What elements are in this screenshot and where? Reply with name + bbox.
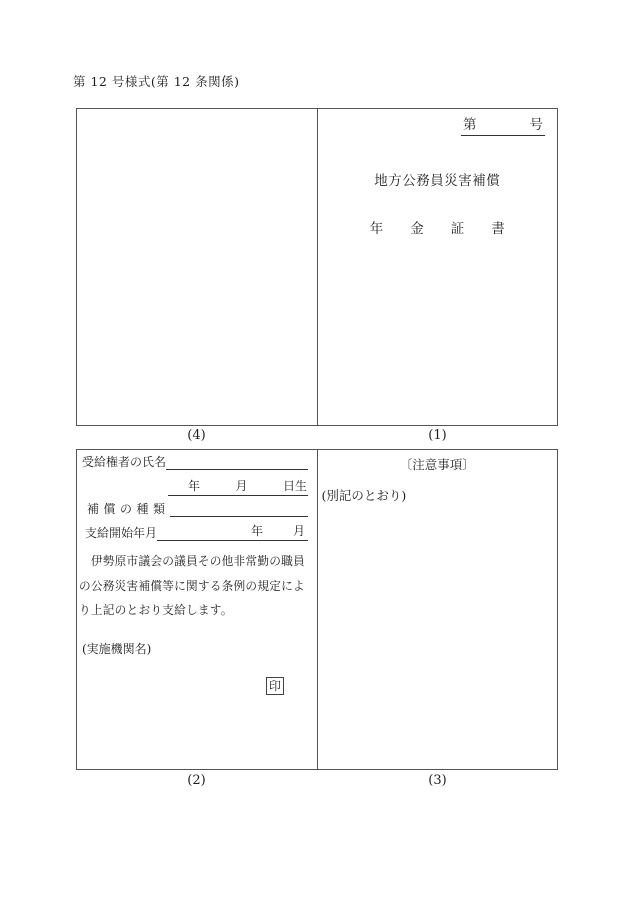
panel-4-caption: (4)	[187, 428, 206, 443]
panel-2-caption: (2)	[187, 773, 206, 788]
grant-statement-line: り上記のとおり支給します。	[79, 603, 233, 617]
org-line: 地方公務員災害補償	[374, 173, 501, 189]
panel-3-caption: (3)	[428, 773, 447, 788]
birth-month-label: 月	[235, 479, 248, 493]
panel-4-cell	[77, 109, 317, 425]
recipient-name-blank	[166, 455, 308, 470]
grant-statement	[79, 549, 315, 623]
panel-1-caption: (1)	[428, 428, 447, 443]
seal-stamp-placeholder: 印	[266, 677, 284, 695]
lower-table	[76, 449, 558, 770]
panel-3-cell	[317, 450, 558, 769]
panel-2-cell	[77, 450, 317, 769]
lower-caption-row	[76, 773, 558, 788]
upper-caption-row	[76, 428, 558, 443]
compensation-type-blank	[170, 502, 308, 517]
payment-start-label: 支給開始年月	[85, 526, 158, 540]
certificate-number-line	[461, 113, 545, 136]
recipient-name-row	[82, 453, 308, 470]
grant-statement-line: の公務災害補償等に関する条例の規定によ	[79, 578, 305, 593]
notes-body: (別記のとおり)	[321, 488, 407, 503]
compensation-type-row	[87, 500, 308, 517]
certificate-title: 年 金 証 書	[369, 221, 505, 237]
birth-date-row	[168, 477, 308, 496]
payment-start-blank	[157, 525, 308, 541]
payment-start-year-label: 年	[250, 524, 263, 538]
form-number-heading: 第 12 号様式(第 12 条関係)	[73, 74, 240, 89]
payment-start-month-label: 月	[292, 524, 305, 538]
agency-name-label: (実施機関名)	[82, 642, 152, 656]
birth-year-label: 年	[188, 479, 201, 493]
upper-table	[76, 108, 558, 426]
certificate-number-suffix: 号	[529, 117, 543, 133]
birth-day-label: 日生	[282, 479, 307, 493]
payment-start-row	[85, 524, 308, 541]
grant-statement-line: 伊勢原市議会の議員その他非常勤の職員	[79, 554, 305, 568]
panel-1-cell	[317, 109, 558, 425]
certificate-number-prefix: 第	[463, 117, 477, 133]
recipient-name-label: 受給権者の氏名	[82, 455, 167, 469]
notes-header: 〔注意事項〕	[399, 457, 475, 472]
compensation-type-label: 補償の種類	[87, 502, 170, 516]
